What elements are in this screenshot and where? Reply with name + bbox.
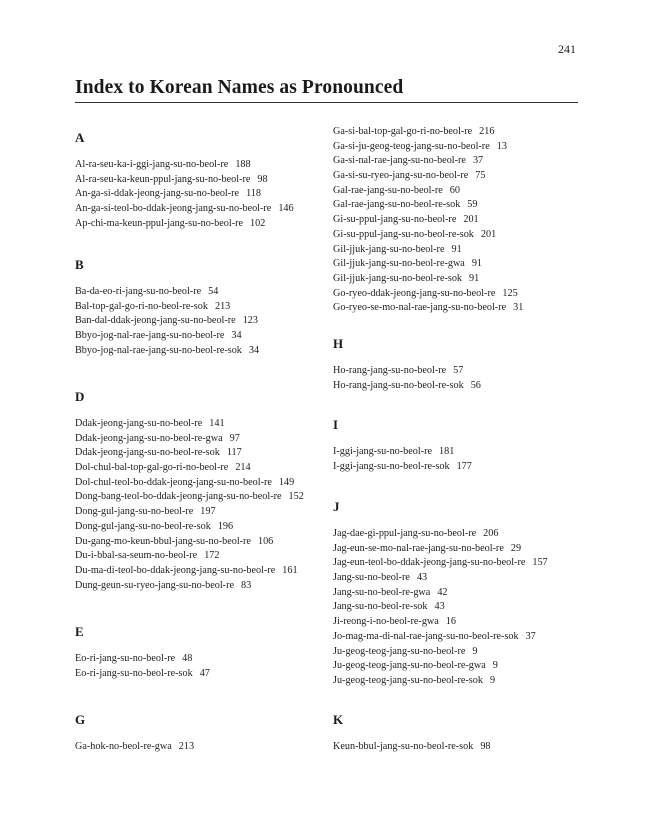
index-entry [333, 243, 583, 258]
entry-page-number: 197 [200, 506, 216, 518]
entry-page-number: 9 [472, 645, 478, 657]
index-entry-list [75, 158, 325, 231]
index-section [333, 418, 583, 474]
entry-name: Al-ra-seu-ka-i-ggi-jang-su-no-beol-re [75, 159, 229, 170]
index-entry-list [75, 417, 325, 593]
index-entry [75, 432, 325, 447]
entry-name: Ju-geog-teog-jang-su-no-beol-re-sok [333, 674, 483, 686]
entry-name: Gal-rae-jang-su-no-beol-re [333, 184, 443, 196]
index-section [75, 625, 325, 681]
index-entry-list [333, 740, 583, 755]
entry-page-number: 43 [434, 601, 445, 613]
entry-page-number: 59 [467, 199, 478, 211]
index-entry [75, 285, 325, 300]
index-entry [333, 645, 583, 660]
entry-name: Jag-eun-se-mo-nal-rae-jang-su-no-beol-re [333, 542, 504, 554]
index-entry [333, 228, 583, 243]
entry-name: Jang-su-no-beol-re [333, 572, 410, 584]
index-entry [333, 740, 583, 755]
entry-page-number: 47 [199, 667, 210, 679]
entry-name: Jag-eun-teol-bo-ddak-jeong-jang-su-no-beol-re [333, 557, 526, 569]
entry-name: Dong-gul-jang-su-no-beol-re-sok [75, 520, 211, 532]
index-entry [75, 505, 325, 520]
index-section [75, 258, 325, 358]
entry-page-number: 31 [513, 302, 524, 314]
entry-name: Bbyo-jog-nal-rae-jang-su-no-beol-re [75, 330, 225, 342]
entry-page-number: 201 [480, 228, 497, 240]
index-entry [333, 445, 583, 460]
index-entry [333, 154, 583, 169]
index-entry-list [75, 285, 325, 358]
entry-name: Ju-geog-teog-jang-su-no-beol-re-gwa [333, 660, 486, 672]
index-entry [75, 549, 325, 564]
index-entry [75, 329, 325, 344]
entry-name: Ban-dal-ddak-jeong-jang-su-no-beol-re [75, 315, 236, 327]
entry-name: Ddak-jeong-jang-su-no-beol-re [75, 418, 203, 429]
section-letter-heading: E [75, 624, 84, 639]
index-entry [333, 674, 583, 689]
entry-name: Ga-si-su-ryeo-jang-su-no-beol-re [333, 170, 469, 182]
section-letter-heading: J [333, 499, 340, 514]
entry-name: Du-gang-mo-keun-bbul-jang-su-no-beol-re [75, 535, 251, 547]
section-letter-heading: H [333, 336, 344, 351]
index-entry [333, 272, 583, 287]
entry-page-number: 60 [449, 184, 460, 196]
entry-page-number: 141 [209, 418, 225, 429]
index-section [75, 131, 325, 231]
entry-name: An-ga-si-teol-bo-ddak-jeong-jang-su-no-beol-re [75, 203, 272, 215]
index-entry [75, 490, 325, 505]
page-number: 241 [558, 42, 576, 56]
index-entry [333, 198, 583, 213]
entry-name: Ga-si-ju-geog-teog-jang-su-no-beol-re [333, 140, 490, 152]
index-entry [75, 158, 325, 173]
index-section [333, 337, 583, 393]
section-letter-heading: K [333, 712, 344, 727]
entry-page-number: 188 [235, 159, 251, 170]
entry-name: Eo-ri-jang-su-no-beol-re [75, 653, 176, 664]
entry-name: Dung-geun-su-ryeo-jang-su-no-beol-re [75, 579, 234, 591]
index-entry [75, 652, 325, 667]
entry-name: Jag-dae-gi-ppul-jang-su-no-beol-re [333, 528, 477, 539]
index-section [333, 125, 583, 316]
entry-name: Gi-su-ppul-jang-su-no-beol-re [333, 214, 457, 226]
entry-name: Gil-jjuk-jang-su-no-beol-re [333, 243, 445, 255]
index-entry [333, 630, 583, 645]
entry-name: Keun-bbul-jang-su-no-beol-re-sok [333, 741, 474, 752]
index-section [75, 390, 325, 593]
section-letter-heading: A [75, 130, 85, 145]
entry-name: Ga-si-bal-top-gal-go-ri-no-beol-re [333, 126, 473, 137]
entry-name: Jo-mag-ma-di-nal-rae-jang-su-no-beol-re-sok [333, 630, 519, 642]
entry-page-number: 181 [439, 446, 455, 457]
entry-page-number: 29 [510, 542, 522, 554]
entry-page-number: 161 [282, 564, 298, 576]
entry-name: Bbyo-jog-nal-rae-jang-su-no-beol-re-sok [75, 344, 242, 356]
entry-page-number: 216 [479, 126, 495, 137]
index-entry [333, 659, 583, 674]
entry-name: Ho-rang-jang-su-no-beol-re-sok [333, 379, 464, 391]
index-entry [75, 300, 325, 315]
index-entry [75, 446, 325, 461]
index-entry [333, 556, 583, 571]
entry-page-number: 177 [456, 460, 472, 472]
entry-page-number: 118 [246, 188, 261, 200]
entry-page-number: 196 [217, 520, 234, 532]
index-entry [333, 460, 583, 475]
index-entry [333, 571, 583, 586]
entry-name: Du-ma-di-teol-bo-ddak-jeong-jang-su-no-beol-re [75, 564, 276, 576]
entry-page-number: 102 [250, 217, 266, 229]
entry-name: Go-ryeo-ddak-jeong-jang-su-no-beol-re [333, 287, 496, 299]
entry-page-number: 125 [502, 287, 518, 299]
entry-page-number: 13 [496, 140, 507, 152]
entry-page-number: 54 [208, 286, 219, 297]
entry-page-number: 42 [437, 586, 448, 598]
index-entry-list [75, 740, 325, 755]
entry-page-number: 97 [229, 432, 240, 444]
entry-name: Ji-reong-i-no-beol-re-gwa [333, 616, 439, 628]
entry-page-number: 206 [483, 528, 499, 539]
entry-name: Ga-si-nal-rae-jang-su-no-beol-re [333, 155, 466, 167]
entry-name: Dol-chul-bal-top-gal-go-ri-no-beol-re [75, 462, 229, 474]
entry-page-number: 98 [257, 173, 268, 185]
entry-page-number: 123 [242, 315, 258, 327]
entry-page-number: 214 [235, 462, 251, 474]
index-entry [75, 417, 325, 432]
entry-page-number: 56 [470, 379, 481, 391]
index-entry [75, 461, 325, 476]
index-entry-list [333, 125, 583, 316]
entry-page-number: 172 [204, 550, 220, 562]
entry-page-number: 34 [231, 330, 242, 342]
entry-name: Gil-jjuk-jang-su-no-beol-re-sok [333, 272, 463, 284]
entry-page-number: 83 [240, 579, 252, 591]
index-entry [75, 520, 325, 535]
entry-page-number: 201 [463, 214, 479, 226]
section-letter-heading: B [75, 257, 84, 272]
index-entry [333, 184, 583, 199]
entry-page-number: 152 [288, 491, 304, 503]
index-entry [75, 173, 325, 188]
entry-page-number: 9 [489, 674, 496, 686]
entry-name: Ba-da-eo-ri-jang-su-no-beol-re [75, 286, 202, 297]
entry-name: Jang-su-no-beol-re-sok [333, 601, 428, 613]
entry-page-number: 37 [472, 155, 484, 167]
index-entry [75, 564, 325, 579]
entry-page-number: 106 [257, 535, 274, 547]
entry-name: I-ggi-jang-su-no-beol-re [333, 446, 433, 457]
index-entry [75, 202, 325, 217]
index-entry [75, 187, 325, 202]
entry-name: Gal-rae-jang-su-no-beol-re-sok [333, 199, 461, 211]
index-section [75, 713, 325, 755]
index-entry [333, 379, 583, 394]
entry-page-number: 157 [532, 557, 548, 569]
entry-page-number: 43 [416, 572, 428, 584]
index-entry [333, 287, 583, 302]
entry-name: Du-i-bbal-sa-seum-no-beol-re [75, 550, 198, 562]
entry-page-number: 9 [492, 660, 498, 672]
index-entry [333, 600, 583, 615]
entry-name: Bal-top-gal-go-ri-no-beol-re-sok [75, 300, 208, 312]
entry-page-number: 91 [469, 272, 480, 284]
entry-page-number: 98 [480, 741, 491, 752]
entry-page-number: 149 [278, 476, 295, 488]
section-letter-heading: D [75, 389, 85, 404]
entry-name: Ho-rang-jang-su-no-beol-re [333, 365, 447, 376]
entry-page-number: 34 [248, 344, 260, 356]
index-entry [333, 586, 583, 601]
index-entry [333, 364, 583, 379]
entry-page-number: 213 [214, 300, 231, 312]
entry-name: Ju-geog-teog-jang-su-no-beol-re [333, 645, 466, 657]
entry-page-number: 91 [471, 258, 483, 270]
index-section [333, 500, 583, 689]
entry-name: Gi-su-ppul-jang-su-no-beol-re-sok [333, 228, 474, 240]
index-entry [75, 314, 325, 329]
index-section [333, 713, 583, 755]
index-entry-list [75, 652, 325, 681]
entry-page-number: 48 [182, 653, 193, 664]
entry-name: Al-ra-seu-ka-keun-ppul-jang-su-no-beol-re [75, 173, 251, 185]
entry-name: Ddak-jeong-jang-su-no-beol-re-gwa [75, 432, 223, 444]
entry-name: Dong-gul-jang-su-no-beol-re [75, 506, 194, 518]
entry-name: Dol-chul-teol-bo-ddak-jeong-jang-su-no-beol-re [75, 476, 272, 488]
index-entry [333, 542, 583, 557]
entry-name: Ga-hok-no-beol-re-gwa [75, 741, 172, 752]
entry-name: Ap-chi-ma-keun-ppul-jang-su-no-beol-re [75, 217, 244, 229]
entry-page-number: 117 [226, 447, 242, 459]
entry-name: Jang-su-no-beol-re-gwa [333, 586, 431, 598]
index-entry [75, 476, 325, 491]
index-entry [75, 740, 325, 755]
entry-name: Ddak-jeong-jang-su-no-beol-re-sok [75, 447, 220, 459]
index-entry [333, 527, 583, 542]
entry-name: Gil-jjuk-jang-su-no-beol-re-gwa [333, 258, 465, 270]
entry-name: I-ggi-jang-su-no-beol-re-sok [333, 460, 450, 472]
index-entry-list [333, 364, 583, 393]
entry-name: An-ga-si-ddak-jeong-jang-su-no-beol-re [75, 188, 240, 200]
section-letter-heading: I [333, 417, 339, 432]
entry-page-number: 57 [453, 365, 464, 376]
index-entry [75, 217, 325, 232]
entry-name: Dong-bang-teol-bo-ddak-jeong-jang-su-no-beol-re [75, 491, 282, 503]
index-entry [75, 667, 325, 682]
section-letter-heading: G [75, 712, 86, 727]
index-entry [333, 301, 583, 316]
index-entry [333, 615, 583, 630]
index-entry-list [333, 445, 583, 474]
entry-page-number: 16 [445, 616, 456, 628]
entry-page-number: 75 [475, 170, 486, 182]
index-entry [333, 257, 583, 272]
index-entry [333, 125, 583, 140]
index-entry [75, 579, 325, 594]
entry-name: Eo-ri-jang-su-no-beol-re-sok [75, 667, 193, 679]
page-title: Index to Korean Names as Pronounced [75, 77, 578, 103]
entry-page-number: 91 [451, 243, 462, 255]
index-entry-list [333, 527, 583, 689]
entry-page-number: 213 [178, 741, 195, 752]
index-entry [333, 169, 583, 184]
entry-page-number: 146 [278, 203, 294, 215]
index-entry [333, 213, 583, 228]
index-entry [75, 344, 325, 359]
index-entry [333, 140, 583, 155]
entry-name: Go-ryeo-se-mo-nal-rae-jang-su-no-beol-re [333, 302, 507, 314]
entry-page-number: 37 [525, 630, 536, 642]
index-entry [75, 535, 325, 550]
